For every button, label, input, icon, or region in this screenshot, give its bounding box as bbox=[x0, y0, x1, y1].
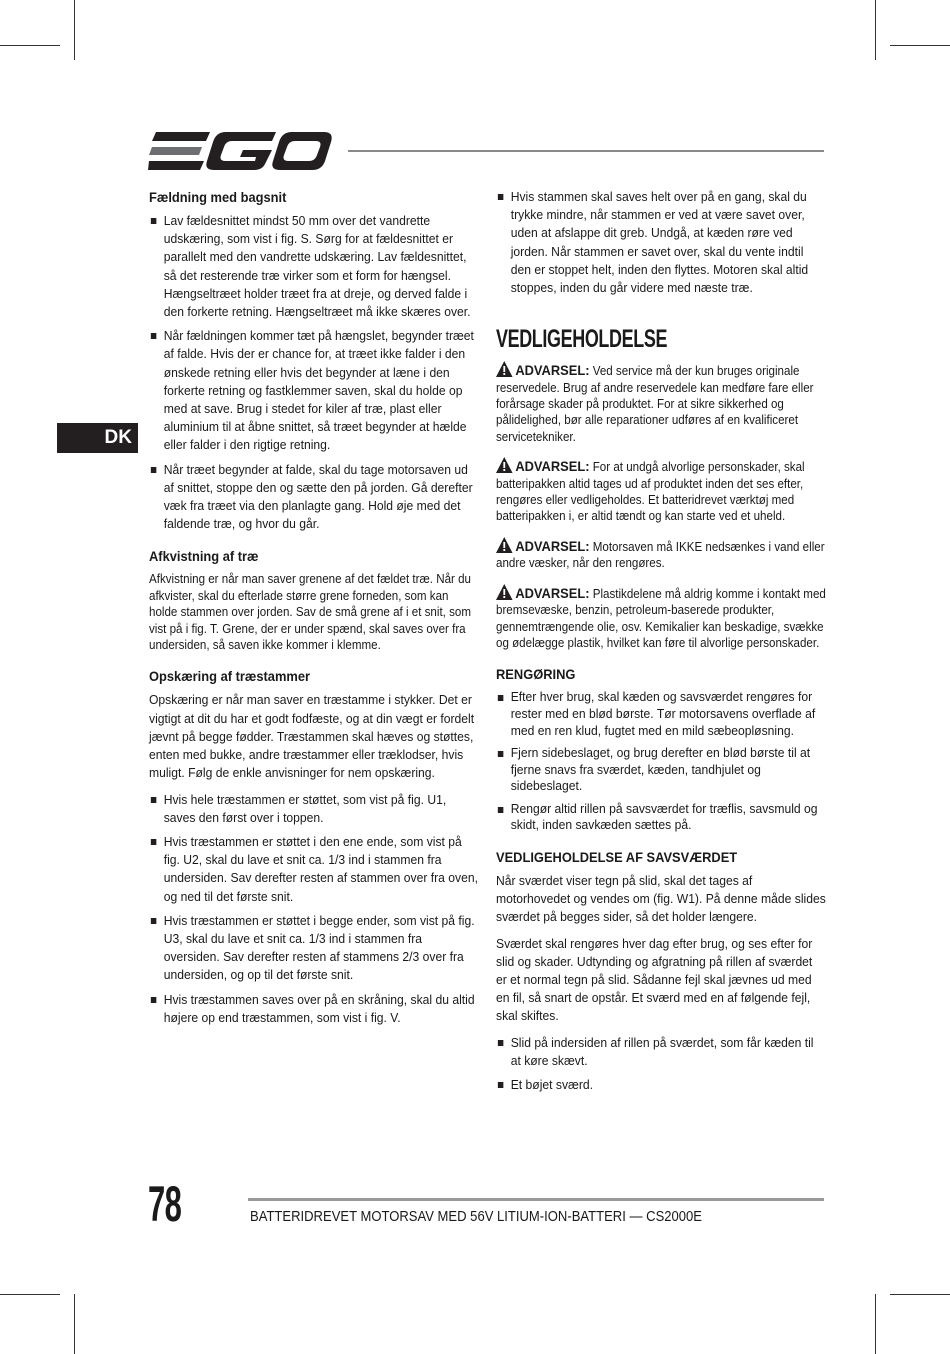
warning-icon bbox=[496, 584, 513, 600]
warning-block bbox=[496, 457, 826, 525]
warning-icon bbox=[496, 361, 513, 377]
warning-label: ADVARSEL: bbox=[515, 458, 590, 475]
crop-mark bbox=[890, 45, 950, 46]
list-item: Hvis stammen skal saves helt over på en gang, skal du trykke mindre, når stammen er ved at være savet over, uden at afslappe dit greb. Undgå, at kæden røre ved jorden. Når stammen er savet over, skal du vente indtil den er stoppet helt, inden den flyttes. Motoren skal altid stoppes, inden du går videre med næste træ. bbox=[496, 188, 826, 297]
paragraph: Når sværdet viser tegn på slid, skal det tages af motorhovedet og vendes om (fig. W1). På denne måde slides sværdet på begges sider, så det holder længere. bbox=[496, 873, 826, 925]
list-item: Slid på indersiden af rillen på sværdet, som får kæden til at køre skævt. bbox=[496, 1034, 826, 1070]
warning-icon bbox=[496, 537, 513, 553]
crop-mark bbox=[74, 0, 75, 60]
crop-mark bbox=[890, 1294, 950, 1295]
warning-block bbox=[496, 537, 826, 572]
list-item: Når træet begynder at falde, skal du tage motorsaven ud af snittet, stoppe den og sætte den på jorden. Gå derefter væk fra træet via den planlagte gang. Hold øje med det faldende træ, og hvor du går. bbox=[149, 461, 479, 534]
crop-mark bbox=[0, 1294, 60, 1295]
warning-text: Plastikdelene må aldrig komme i kontakt med bremsevæske, benzin, petroleum-baserede produkter, gennemtrængende olie, osv. Kemikalier kan beskadige, svække og ødelægge plastik, hvilket kan føre til alvorlige personskader. bbox=[496, 586, 826, 650]
list-item: Hvis træstammen er støttet i den ene ende, som vist på fig. U2, skal du lave et snit ca. 1/3 ind i stammen fra undersiden. Sav derefter resten af stammen over fra oven, og ned til det første snit. bbox=[149, 833, 479, 906]
paragraph: Sværdet skal rengøres hver dag efter brug, og ses efter for slid og skader. Udtynding og afgratning på rillen af sværdet er et normal tegn på slid. Sådanne fejl skal jævnes ud med en fil, så snart de opstår. Et sværd med en af følgende fejl, skal skiftes. bbox=[496, 935, 813, 1024]
warning-block bbox=[496, 361, 826, 445]
list-item: Efter hver brug, skal kæden og savsværdet rengøres for rester med en blød børste. Tør motorsavens overflade af med en ren klud, fugtet med en mild sæbeopløsning. bbox=[496, 689, 826, 739]
list-item: Hvis træstammen er støttet i begge ender, som vist på fig. U3, skal du lave et snit ca. 1/3 ind i stammen fra oversiden. Sav derefter resten af stammens 2/3 over fra undersiden, og op til det første snit. bbox=[149, 912, 479, 985]
bullet-list bbox=[496, 1034, 826, 1095]
list-item: Et bøjet sværd. bbox=[496, 1076, 826, 1094]
crop-mark bbox=[875, 1294, 876, 1354]
page-number: 78 bbox=[148, 1176, 182, 1232]
warning-text: Motorsaven må IKKE nedsænkes i vand eller andre væsker, når den rengøres. bbox=[496, 539, 825, 571]
warning-label: ADVARSEL: bbox=[515, 537, 590, 554]
section-title: VEDLIGEHOLDELSE bbox=[496, 325, 668, 354]
header-rule bbox=[348, 150, 824, 152]
warning-block bbox=[496, 584, 826, 652]
bullet-list bbox=[149, 791, 479, 1027]
section-heading: Afkvistning af træ bbox=[149, 548, 259, 565]
bullet-list bbox=[496, 188, 826, 297]
language-tab: DK bbox=[57, 423, 138, 453]
bullet-list bbox=[149, 212, 479, 533]
warning-text: Ved service må der kun bruges originale reservedele. Brug af andre reservedele kan medføre fare eller forårsage skader på produktet. For at sikre sikkerhed og pålidelighed, bør alle reparationer udføres af en kvalificeret servicetekniker. bbox=[496, 364, 814, 444]
list-item: Rengør altid rillen på savsværdet for træflis, savsmuld og skidt, inden savkæden sættes på. bbox=[496, 801, 826, 834]
list-item: Hvis træstammen saves over på en skråning, skal du altid højere op end træstammen, som vist i fig. V. bbox=[149, 991, 479, 1027]
crop-mark bbox=[0, 45, 60, 46]
section-heading: VEDLIGEHOLDELSE AF SAVSVÆRDET bbox=[496, 849, 738, 866]
section-heading: Opskæring af træstammer bbox=[149, 668, 311, 685]
ego-logo bbox=[148, 130, 332, 172]
crop-mark bbox=[74, 1294, 75, 1354]
left-column bbox=[149, 188, 479, 1035]
warning-label: ADVARSEL: bbox=[515, 362, 590, 379]
section-heading: Fældning med bagsnit bbox=[149, 189, 287, 205]
list-item: Hvis hele træstammen er støttet, som vist på fig. U1, saves den først over i toppen. bbox=[149, 791, 479, 827]
footer-rule bbox=[248, 1198, 824, 1201]
right-column bbox=[496, 188, 826, 1102]
warning-label: ADVARSEL: bbox=[515, 584, 590, 601]
list-item: Fjern sidebeslaget, og brug derefter en blød børste til at fjerne snavs fra sværdet, kæden, tandhjulet og sidebeslaget. bbox=[496, 745, 826, 795]
crop-mark bbox=[875, 0, 876, 60]
bullet-list bbox=[496, 689, 826, 834]
warning-text: For at undgå alvorlige personskader, skal batteripakken altid tages ud af produktet inden det ses efter, rengøres eller vedligeholdes. Et batteridrevet værktøj med batteripakken i, er altid tændt og kan starte ved et uheld. bbox=[496, 460, 805, 524]
list-item: Lav fældesnittet mindst 50 mm over det vandrette udskæring, som vist i fig. S. Sørg for at fældesnittet er parallelt med den vandrette udskæring. Lav fældesnittet, så det resterende træ virker som et form for hængsel. Hængseltræet holder træet fra at dreje, og derved falde i den forkerte retning. Hængseltræet må ikke skæres over. bbox=[149, 212, 479, 321]
paragraph: Afkvistning er når man saver grenene af det fældet træ. Når du afkvister, skal du efterlade større grene forneden, som kan holde stammen over jorden. Sav de små grene af i et snit, som vist på i fig. T. Grene, der er under spænd, skal saves over fra undersiden, så saven ikke kommer i klemme. bbox=[149, 572, 471, 653]
footer-title: BATTERIDREVET MOTORSAV MED 56V LITIUM-ION-BATTERI — CS2000E bbox=[250, 1209, 703, 1225]
paragraph: Opskæring er når man saver en træstamme i stykker. Det er vigtigt at dit du har et godt fodfæste, og at din vægt er fordelt jævnt på begge fødder. Træstammen skal hæves og støttes, enten med bukke, andre træstammer eller træklodser, hvis muligt. Følg de enkle anvisninger for nem opskæring. bbox=[149, 692, 475, 781]
warning-icon bbox=[496, 457, 513, 473]
list-item: Når fældningen kommer tæt på hængslet, begynder træet af falde. Hvis der er chance for, at træet ikke falder i den ønskede retning eller hvis det begynder at læne i den forkerte retning og fastklemmer saven, skal du holde op med at save. Brug i stedet for kiler af træ, plast eller aluminium til at åbne snittet, så træet begynder at hælde eller falder i den rigtige retning. bbox=[149, 327, 479, 454]
section-heading: RENGØRING bbox=[496, 666, 576, 683]
